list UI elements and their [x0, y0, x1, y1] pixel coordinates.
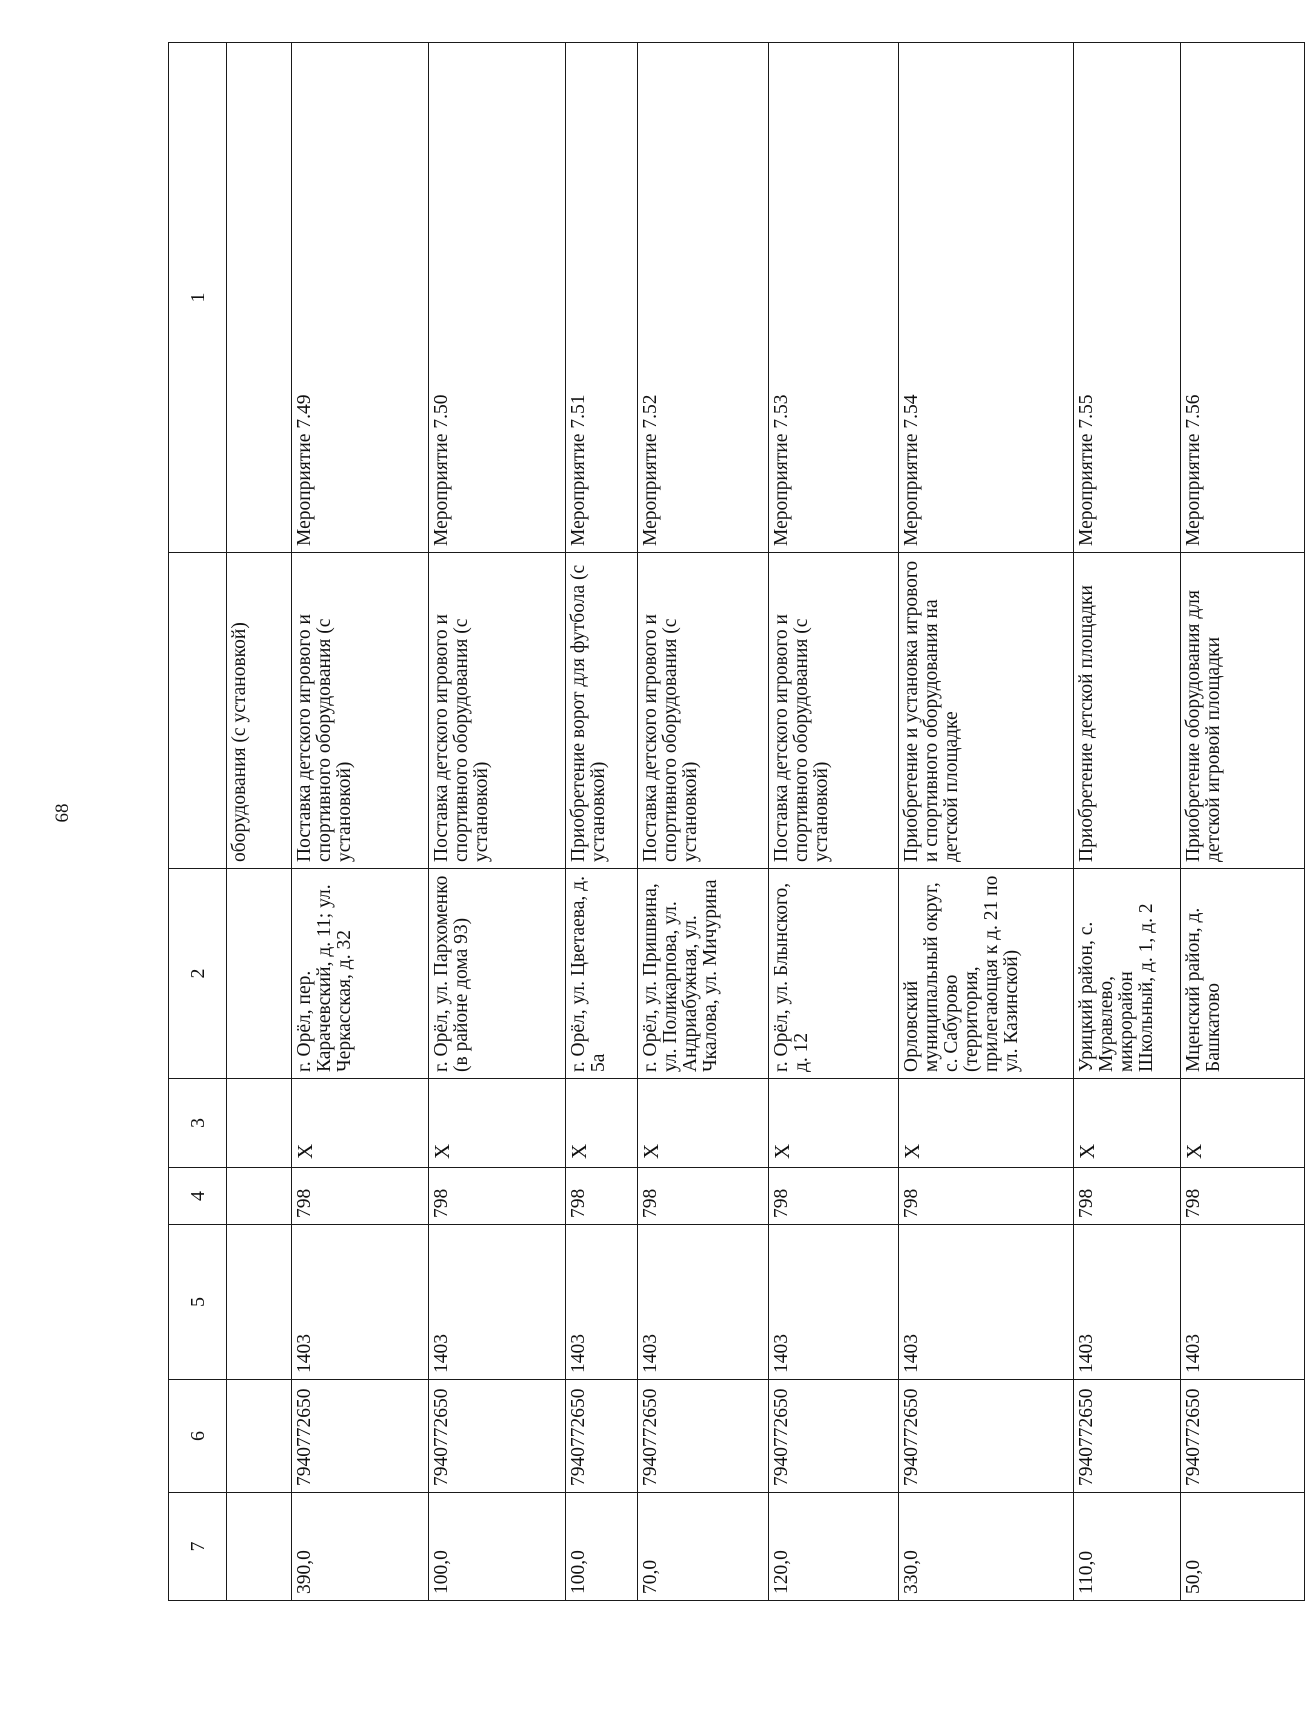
column-header-5: 5 [169, 1225, 227, 1380]
table-cell-x-mark: X [1073, 1079, 1180, 1168]
table-cell-x-mark: X [429, 1079, 566, 1168]
table-cell-amount: 100,0 [565, 1493, 637, 1601]
table-cell-event: Мероприятие 7.51 [565, 43, 637, 553]
table-row [638, 43, 769, 1601]
column-header-6: 6 [169, 1380, 227, 1493]
table-cell-event: Мероприятие 7.49 [292, 43, 429, 553]
table-cell-amount: 390,0 [292, 1493, 429, 1601]
table-cell-address [227, 869, 292, 1079]
table-cell-event [227, 43, 292, 553]
column-header-3: 3 [169, 1079, 227, 1168]
table-cell-x-mark: X [768, 1079, 899, 1168]
table-cell-ministry-code: 798 [768, 1168, 899, 1225]
table-cell-col4 [227, 1168, 292, 1225]
table-cell-event: Мероприятие 7.56 [1180, 43, 1305, 553]
table-cell-target-code: 7940772650 [429, 1380, 566, 1493]
table-row [429, 43, 566, 1601]
column-header-name [169, 553, 227, 869]
table-cell-name: Приобретение оборудования для детской игровой площадки [1180, 553, 1305, 869]
table-cell-amount: 120,0 [768, 1493, 899, 1601]
table-row [292, 43, 429, 1601]
table-cell-name: Поставка детского игрового и спортивного оборудования (с установкой) [638, 553, 769, 869]
table-row [565, 43, 637, 1601]
page-number: 68 [52, 803, 73, 823]
column-header-2: 2 [169, 869, 227, 1079]
table-cell-target-code: 7940772650 [1073, 1380, 1180, 1493]
table-cell-x-mark: X [1180, 1079, 1305, 1168]
table-cell-target-code: 7940772650 [565, 1380, 637, 1493]
column-header-4: 4 [169, 1168, 227, 1225]
table-cell-section-code: 1403 [638, 1225, 769, 1380]
table-cell-section-code: 1403 [429, 1225, 566, 1380]
table-cell-event: Мероприятие 7.53 [768, 43, 899, 553]
table-cell-amount: 110,0 [1073, 1493, 1180, 1601]
table-cell-target-code: 7940772650 [899, 1380, 1073, 1493]
table-row [899, 43, 1073, 1601]
column-header-1: 1 [169, 43, 227, 553]
table-cell-target-code: 7940772650 [1180, 1380, 1305, 1493]
table-cell-ministry-code: 798 [638, 1168, 769, 1225]
table-cell-x-mark: X [565, 1079, 637, 1168]
table-cell-amount: 330,0 [899, 1493, 1073, 1601]
table-cell-col3 [227, 1079, 292, 1168]
table-row-continuation [227, 43, 292, 1601]
table-cell-address: г. Орёл, ул. Пархоменко (в районе дома 93) [429, 869, 566, 1079]
table-cell-ministry-code: 798 [1073, 1168, 1180, 1225]
table-cell-address: г. Орёл, пер. Карачевский, д. 11; ул. Черкасская, д. 32 [292, 869, 429, 1079]
table-cell-amount: 50,0 [1180, 1493, 1305, 1601]
table-cell-col6 [227, 1380, 292, 1493]
table-cell-event: Мероприятие 7.50 [429, 43, 566, 553]
table-cell-amount: 70,0 [638, 1493, 769, 1601]
table-row [768, 43, 899, 1601]
table-cell-name: Приобретение детской площадки [1073, 553, 1180, 869]
table-cell-section-code: 1403 [1180, 1225, 1305, 1380]
table-cell-target-code: 7940772650 [768, 1380, 899, 1493]
column-header-7: 7 [169, 1493, 227, 1601]
events-table [168, 42, 1305, 1601]
table-cell-name: Поставка детского игрового и спортивного оборудования (с установкой) [768, 553, 899, 869]
table-cell-amount: 100,0 [429, 1493, 566, 1601]
table-cell-col5 [227, 1225, 292, 1380]
table-cell-ministry-code: 798 [899, 1168, 1073, 1225]
table-cell-ministry-code: 798 [429, 1168, 566, 1225]
table-cell-name: Поставка детского игрового и спортивного оборудования (с установкой) [429, 553, 566, 869]
table-cell-col7 [227, 1493, 292, 1601]
table-cell-address: г. Орёл, ул. Блынского, д. 12 [768, 869, 899, 1079]
column-header-row [169, 43, 227, 1601]
table-cell-name: Приобретение и установка игрового и спортивного оборудования на детской площадке [899, 553, 1073, 869]
table-row [1073, 43, 1180, 1601]
table-cell-event: Мероприятие 7.55 [1073, 43, 1180, 553]
table-cell-event: Мероприятие 7.52 [638, 43, 769, 553]
table-cell-section-code: 1403 [768, 1225, 899, 1380]
table-cell-section-code: 1403 [1073, 1225, 1180, 1380]
table-cell-address: Орловский муниципальный округ, с. Сабурово (территория, прилегающая к д. 21 по ул. Казинской) [899, 869, 1073, 1079]
table-row [1180, 43, 1305, 1601]
table-cell-x-mark: X [899, 1079, 1073, 1168]
table-cell-x-mark: X [292, 1079, 429, 1168]
table-cell-ministry-code: 798 [1180, 1168, 1305, 1225]
table-cell-section-code: 1403 [565, 1225, 637, 1380]
table-cell-name: Приобретение ворот для футбола (с установкой) [565, 553, 637, 869]
table-cell-name: оборудования (с установкой) [227, 553, 292, 869]
table-cell-ministry-code: 798 [292, 1168, 429, 1225]
table-cell-name: Поставка детского игрового и спортивного оборудования (с установкой) [292, 553, 429, 869]
table-cell-target-code: 7940772650 [638, 1380, 769, 1493]
table-cell-target-code: 7940772650 [292, 1380, 429, 1493]
table-cell-section-code: 1403 [292, 1225, 429, 1380]
table-cell-section-code: 1403 [899, 1225, 1073, 1380]
table-cell-event: Мероприятие 7.54 [899, 43, 1073, 553]
table-cell-address: Урицкий район, с. Муравлево, микрорайон Школьный, д. 1, д. 2 [1073, 869, 1180, 1079]
table-cell-address: г. Орёл, ул. Пришвина, ул. Поликарпова, ул. Андриабужная, ул. Чкалова, ул. Мичурина [638, 869, 769, 1079]
table-cell-address: Мценский район, д. Башкатово [1180, 869, 1305, 1079]
table-cell-ministry-code: 798 [565, 1168, 637, 1225]
table-cell-x-mark: X [638, 1079, 769, 1168]
rotated-table-wrapper [168, 43, 1305, 1601]
table-cell-address: г. Орёл, ул. Цветаева, д. 5а [565, 869, 637, 1079]
rotated-table-container [168, 43, 1305, 1601]
